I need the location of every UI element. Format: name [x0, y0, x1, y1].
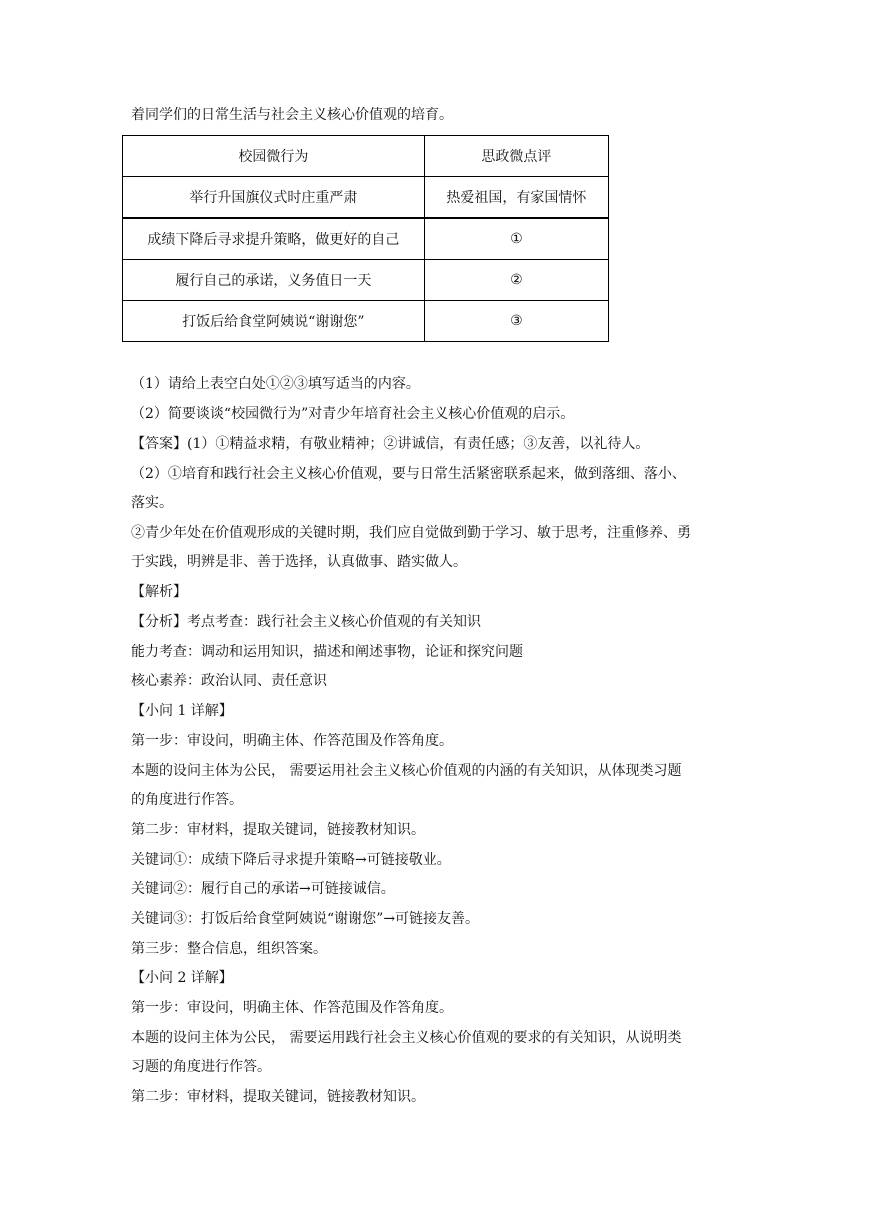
explanation-line: 第二步：审材料，提取关键词，链接教材知识。	[131, 822, 425, 838]
explanation-line: 的角度进行作答。	[131, 792, 243, 808]
table-row	[123, 260, 609, 301]
explanation-line: 关键词①：成绩下降后寻求提升策略→可链接敬业。	[131, 852, 451, 868]
table-header-row	[123, 136, 609, 177]
explanation-line: 关键词②：履行自己的承诺→可链接诚信。	[131, 881, 395, 897]
table-cell: ①	[424, 218, 608, 260]
analysis-heading: 【解析】	[131, 584, 187, 600]
sub-question-heading: 【小问 2 详解】	[131, 970, 233, 986]
analysis-line: 【分析】考点考查：践行社会主义核心价值观的有关知识	[131, 614, 481, 630]
table-cell: 履行自己的承诺，义务值日一天	[123, 260, 425, 301]
explanation-line: 第三步：整合信息，组织答案。	[131, 941, 327, 957]
explanation-line: 第二步：审材料，提取关键词，链接教材知识。	[131, 1089, 425, 1105]
table-cell: ③	[424, 301, 608, 342]
table-header-cell: 思政微点评	[424, 136, 608, 177]
table-header-cell: 校园微行为	[123, 136, 425, 177]
answer-line: 【答案】(1）①精益求精，有敬业精神；②讲诚信，有责任感；③友善，以礼待人。	[131, 436, 650, 452]
table-cell: 举行升国旗仪式时庄重严肃	[123, 177, 425, 219]
explanation-line: 第一步：审设问，明确主体、作答范围及作答角度。	[131, 1000, 453, 1016]
table-cell: 成绩下降后寻求提升策略，做更好的自己	[123, 218, 425, 260]
explanation-line: 本题的设问主体为公民， 需要运用践行社会主义核心价值观的要求的有关知识，从说明类	[131, 1030, 682, 1046]
analysis-line: 能力考查：调动和运用知识，描述和阐述事物，论证和探究问题	[131, 644, 523, 660]
explanation-line: 习题的角度进行作答。	[131, 1059, 271, 1075]
table-row	[123, 177, 609, 219]
explanation-line: 第一步：审设问，明确主体、作答范围及作答角度。	[131, 733, 453, 749]
table-row	[123, 218, 609, 260]
table-cell: 打饭后给食堂阿姨说“谢谢您”	[123, 301, 425, 342]
table-cell: ②	[424, 260, 608, 301]
question-2: （2）简要谈谈“校园微行为”对青少年培育社会主义核心价值观的启示。	[131, 406, 575, 422]
answer-line: （2）①培育和践行社会主义核心价值观，要与日常生活紧密联系起来，做到落细、落小、	[131, 466, 686, 482]
behavior-comment-table	[122, 135, 609, 342]
answer-line: 于实践，明辨是非、善于选择，认真做事、踏实做人。	[131, 554, 467, 570]
intro-text: 着同学们的日常生活与社会主义核心价值观的培育。	[131, 107, 453, 123]
table-row	[123, 301, 609, 342]
table-cell: 热爱祖国，有家国情怀	[424, 177, 608, 219]
answer-line: 落实。	[131, 495, 173, 511]
analysis-line: 核心素养：政治认同、责任意识	[131, 673, 327, 689]
question-1: （1）请给上表空白处①②③填写适当的内容。	[131, 376, 420, 392]
explanation-line: 关键词③：打饭后给食堂阿姨说“谢谢您”→可链接友善。	[131, 911, 480, 927]
answer-line: ②青少年处在价值观形成的关键时期，我们应自觉做到勤于学习、敏于思考，注重修养、勇	[131, 525, 691, 541]
sub-question-heading: 【小问 1 详解】	[131, 703, 233, 719]
explanation-line: 本题的设问主体为公民， 需要运用社会主义核心价值观的内涵的有关知识，从体现类习题	[131, 763, 682, 779]
